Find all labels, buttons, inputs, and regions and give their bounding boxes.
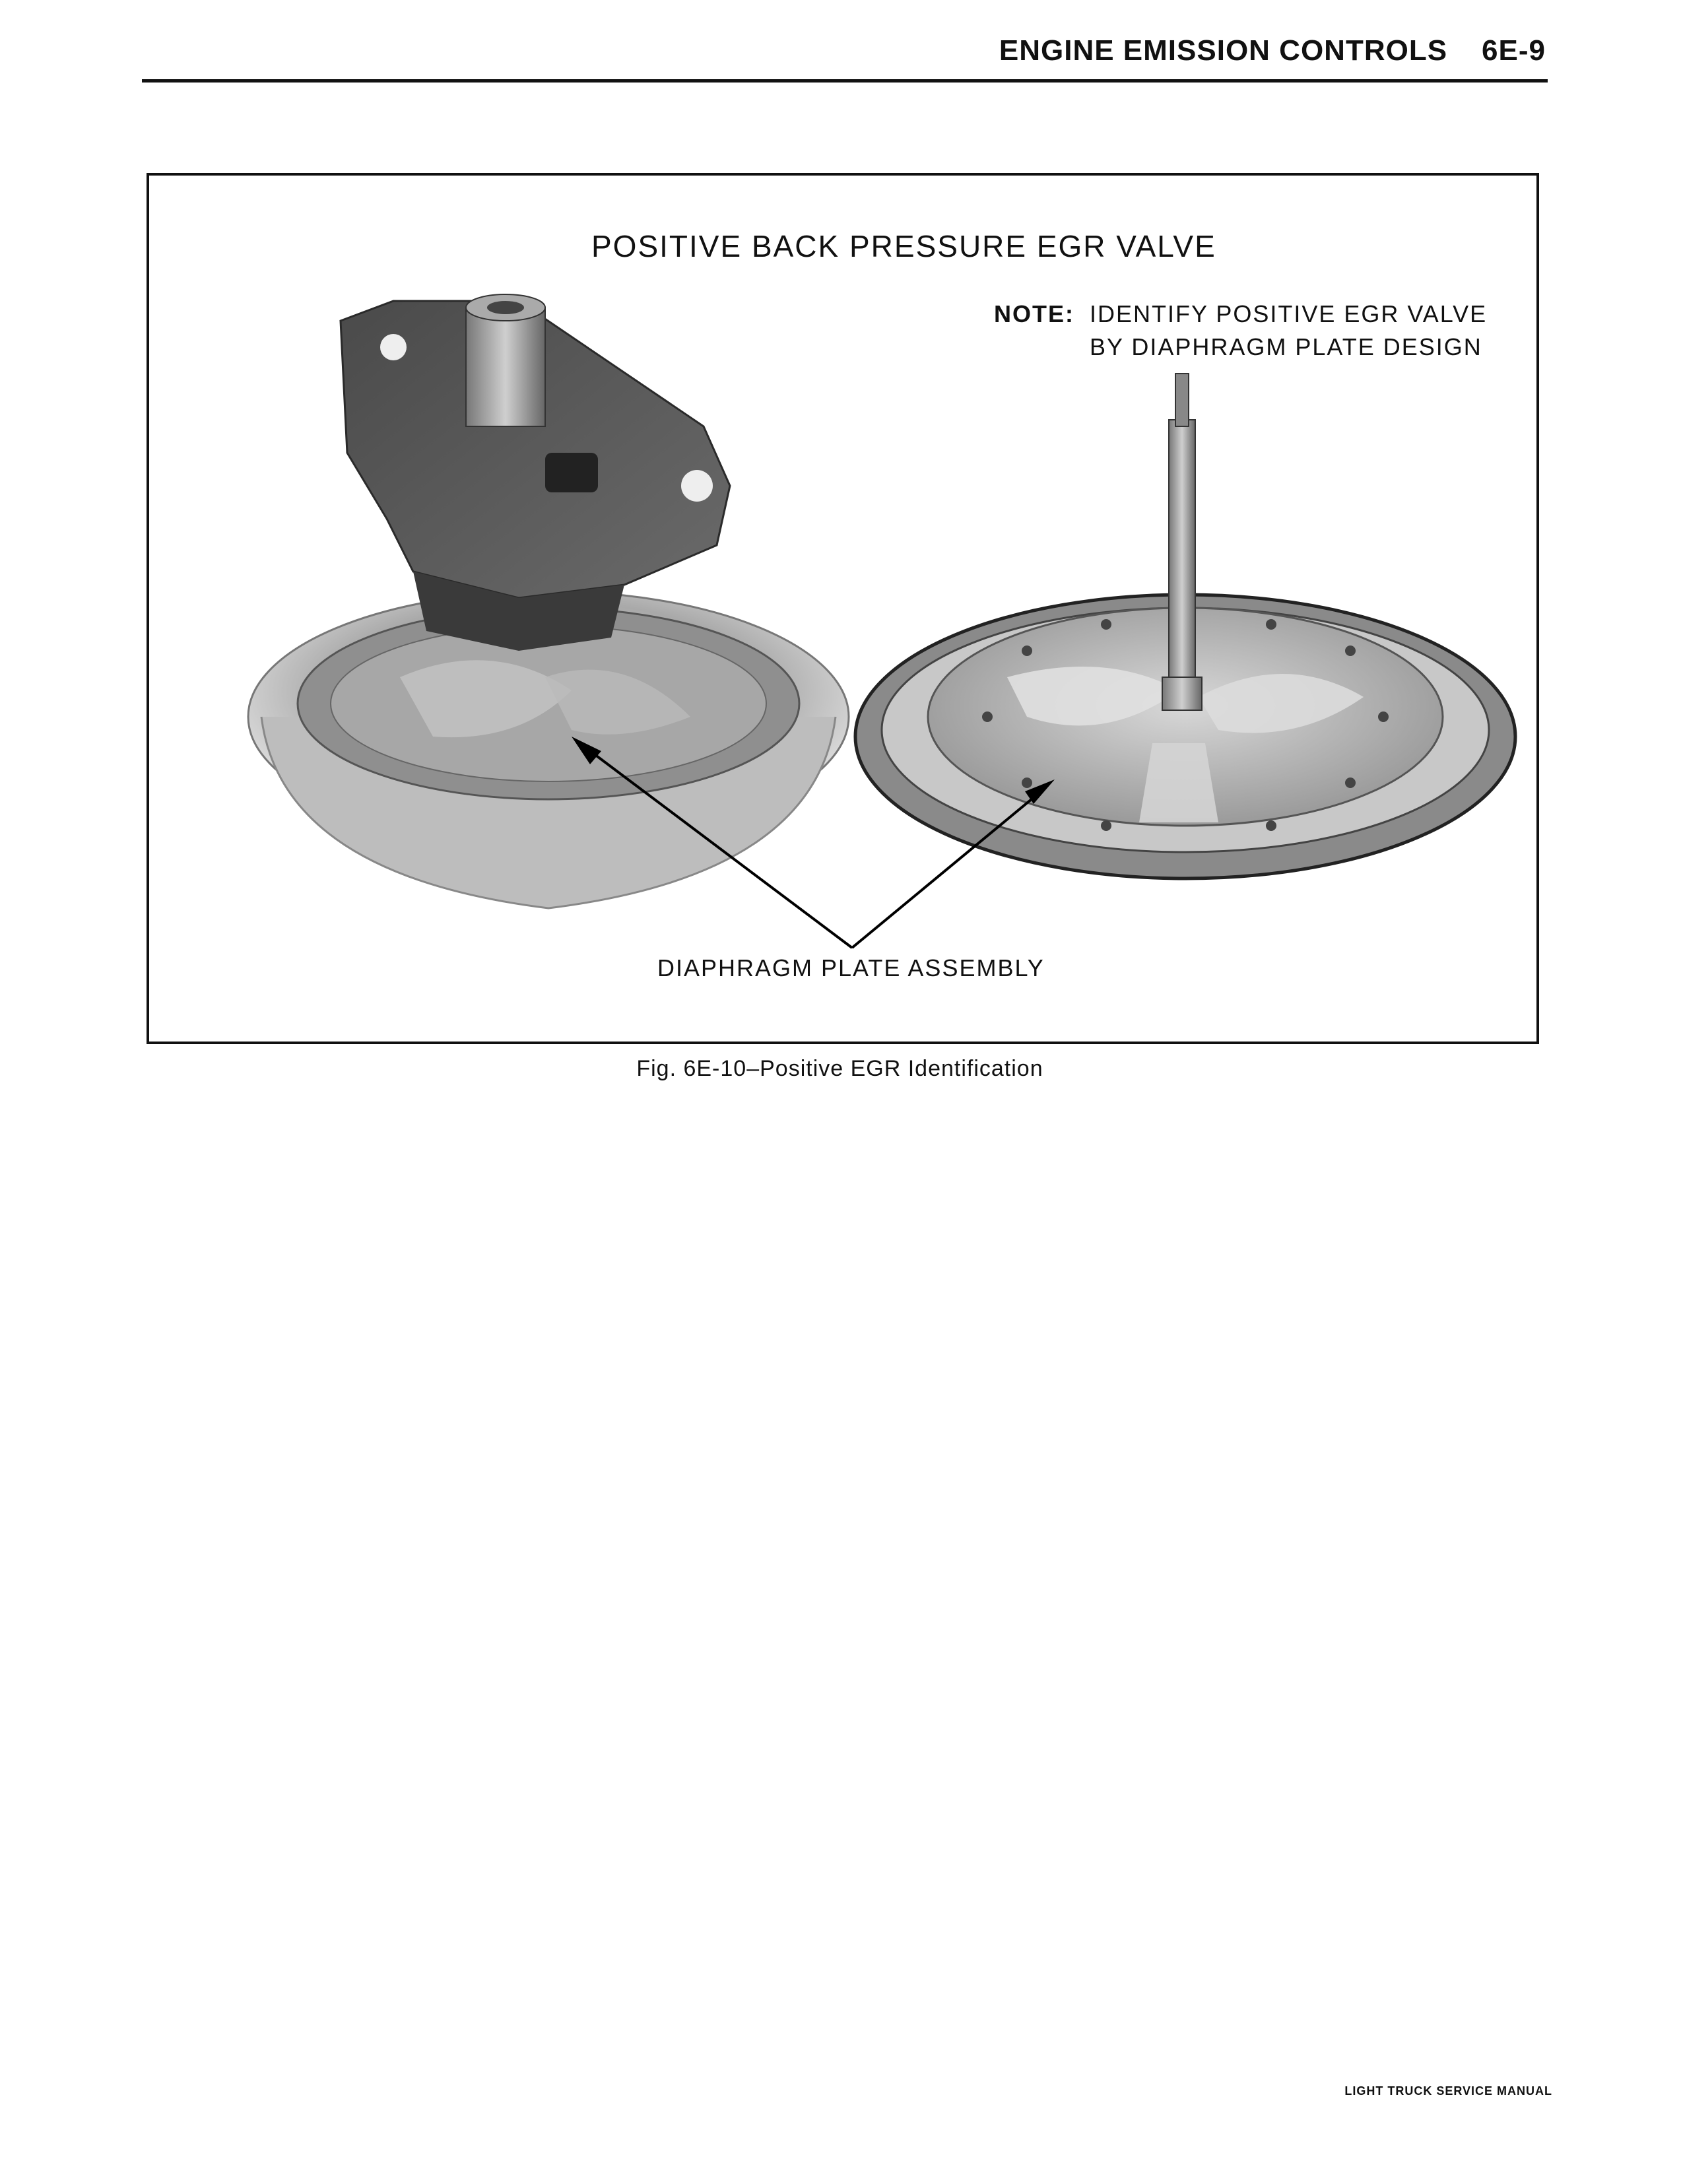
note-line-1: IDENTIFY POSITIVE EGR VALVE xyxy=(1090,300,1488,327)
figure-note xyxy=(994,298,1487,364)
note-text xyxy=(1090,298,1487,364)
footer-manual-name: LIGHT TRUCK SERVICE MANUAL xyxy=(1344,2084,1552,2098)
page-header xyxy=(999,34,1546,67)
figure-title: POSITIVE BACK PRESSURE EGR VALVE xyxy=(591,229,1216,263)
figure-caption xyxy=(0,1056,1681,1082)
caption-text: Fig. 6E-10–Positive EGR Identification xyxy=(636,1056,1043,1081)
header-rule xyxy=(142,79,1548,83)
right-egr-valve xyxy=(855,374,1515,878)
note-label: NOTE: xyxy=(994,300,1074,327)
page-number: 6E-9 xyxy=(1482,34,1546,67)
callout-label: DIAPHRAGM PLATE ASSEMBLY xyxy=(657,954,1045,981)
section-title: ENGINE EMISSION CONTROLS xyxy=(999,34,1448,67)
note-line-2: BY DIAPHRAGM PLATE DESIGN xyxy=(1090,333,1482,360)
figure-frame xyxy=(147,173,1539,1044)
left-egr-valve xyxy=(248,294,849,935)
